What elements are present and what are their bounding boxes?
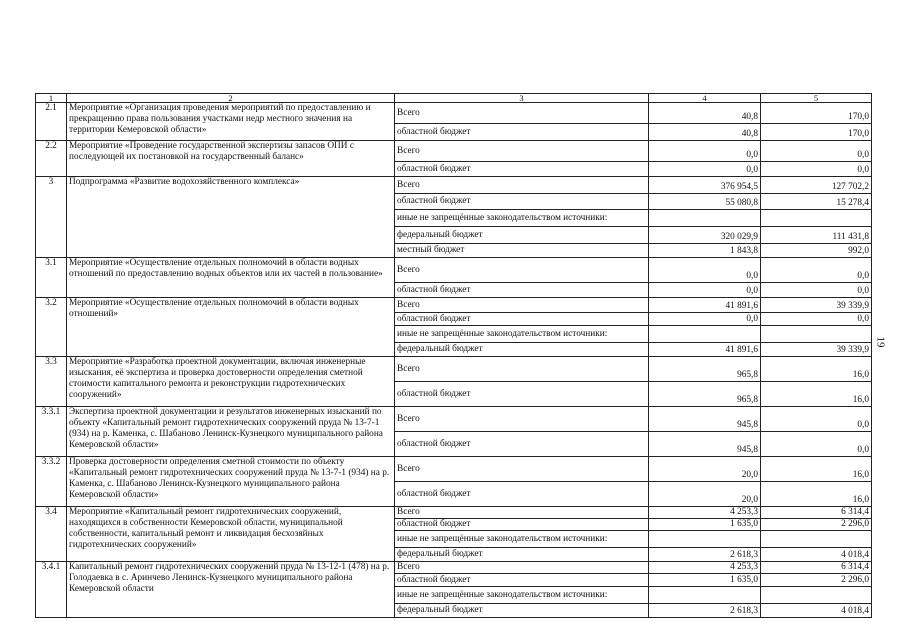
value-col-4: 0,0 [649, 258, 761, 283]
value-col-5: 6 314,4 [761, 507, 872, 519]
funding-source: Всего [395, 141, 649, 162]
value-col-4: 2 618,3 [649, 548, 761, 562]
value-col-5: 4 018,4 [761, 604, 872, 618]
funding-source: областной бюджет [395, 194, 649, 210]
funding-source: иные не запрещённые законодательством источники: [395, 587, 649, 604]
value-col-4: 41 891,6 [649, 298, 761, 313]
row-description: Мероприятие «Разработка проектной документации, включая инженерные изыскания, её экспертиза и проверка достоверности определения сметной стоимости капитального ремонта и реконструкции гидротехнических сооружений» [67, 357, 395, 407]
funding-source: областной бюджет [395, 519, 649, 531]
funding-source: местный бюджет [395, 244, 649, 258]
value-col-4: 20,0 [649, 457, 761, 482]
value-col-4: 41 891,6 [649, 343, 761, 357]
value-col-4: 0,0 [649, 162, 761, 177]
value-col-4: 2 618,3 [649, 604, 761, 618]
row-number: 3.3.2 [36, 457, 67, 507]
value-col-4 [649, 326, 761, 343]
table-row [36, 298, 872, 313]
value-col-5: 0,0 [761, 283, 872, 298]
funding-source: Всего [395, 258, 649, 283]
row-description: Мероприятие «Капитальный ремонт гидротехнических сооружений, находящихся в собственности Кемеровской области, муниципальной собственности, капитальный ремонт и ликвидация бесхозяйных гидротехнических сооружений» [67, 507, 395, 562]
value-col-5: 39 339,9 [761, 298, 872, 313]
row-number: 3.4 [36, 507, 67, 562]
header-col-4: 4 [649, 94, 761, 103]
value-col-5: 0,0 [761, 162, 872, 177]
funding-source: федеральный бюджет [395, 604, 649, 618]
row-number: 3.4.1 [36, 562, 67, 618]
table-row [36, 177, 872, 194]
funding-source: федеральный бюджет [395, 227, 649, 244]
table-row [36, 407, 872, 432]
funding-source: Всего [395, 507, 649, 519]
funding-source: областной бюджет [395, 313, 649, 326]
value-col-5: 111 431,8 [761, 227, 872, 244]
row-description: Мероприятие «Осуществление отдельных полномочий в области водных отношений по предоставлению водных объектов или их частей в пользование» [67, 258, 395, 298]
header-col-1: 1 [36, 94, 67, 103]
value-col-5: 0,0 [761, 407, 872, 432]
value-col-4: 1 635,0 [649, 519, 761, 531]
funding-source: областной бюджет [395, 432, 649, 457]
table-row [36, 141, 872, 162]
table-row [36, 103, 872, 124]
table-row [36, 457, 872, 482]
value-col-4: 4 253,3 [649, 562, 761, 574]
value-col-5: 16,0 [761, 382, 872, 407]
page-number: 19 [874, 336, 887, 348]
value-col-4: 40,8 [649, 103, 761, 124]
value-col-5: 0,0 [761, 432, 872, 457]
value-col-4: 320 029,9 [649, 227, 761, 244]
value-col-4: 945,8 [649, 407, 761, 432]
funding-source: Всего [395, 457, 649, 482]
row-number: 2.1 [36, 103, 67, 141]
row-number: 3.3 [36, 357, 67, 407]
funding-source: областной бюджет [395, 574, 649, 587]
value-col-4: 4 253,3 [649, 507, 761, 519]
funding-source: областной бюджет [395, 382, 649, 407]
table-row [36, 357, 872, 382]
row-description: Экспертиза проектной документации и результатов инженерных изысканий по объекту «Капитальный ремонт гидротехнических сооружений пруда № 13-7-1 (934) на р. Каменка, с. Шабаново Ленинск-Кузнецкого муниципального района Кемеровской области» [67, 407, 395, 457]
value-col-4: 55 080,8 [649, 194, 761, 210]
funding-source: Всего [395, 407, 649, 432]
value-col-5 [761, 210, 872, 227]
value-col-4: 0,0 [649, 283, 761, 298]
value-col-4: 376 954,5 [649, 177, 761, 194]
table-header-row [36, 94, 872, 103]
value-col-5: 16,0 [761, 357, 872, 382]
funding-source: федеральный бюджет [395, 343, 649, 357]
table-row [36, 507, 872, 519]
value-col-5 [761, 326, 872, 343]
value-col-4: 965,8 [649, 382, 761, 407]
funding-source: областной бюджет [395, 124, 649, 141]
header-col-3: 3 [395, 94, 649, 103]
value-col-4 [649, 531, 761, 548]
value-col-5: 170,0 [761, 103, 872, 124]
value-col-5: 127 702,2 [761, 177, 872, 194]
value-col-4: 0,0 [649, 141, 761, 162]
funding-source: Всего [395, 562, 649, 574]
value-col-5: 2 296,0 [761, 519, 872, 531]
row-number: 3.1 [36, 258, 67, 298]
value-col-4: 1 843,8 [649, 244, 761, 258]
value-col-5: 16,0 [761, 457, 872, 482]
row-description: Мероприятие «Проведение государственной экспертизы запасов ОПИ с последующей их постановкой на государственный баланс» [67, 141, 395, 177]
value-col-4: 40,8 [649, 124, 761, 141]
funding-source: иные не запрещённые законодательством источники: [395, 531, 649, 548]
funding-source: федеральный бюджет [395, 548, 649, 562]
funding-source: Всего [395, 298, 649, 313]
header-col-2: 2 [67, 94, 395, 103]
value-col-4: 945,8 [649, 432, 761, 457]
value-col-5: 170,0 [761, 124, 872, 141]
value-col-4: 20,0 [649, 482, 761, 507]
funding-source: областной бюджет [395, 162, 649, 177]
funding-source: областной бюджет [395, 283, 649, 298]
funding-source: областной бюджет [395, 482, 649, 507]
value-col-4: 1 635,0 [649, 574, 761, 587]
table-row [36, 562, 872, 574]
row-description: Проверка достоверности определения сметной стоимости по объекту «Капитальный ремонт гидротехнических сооружений пруда № 13-7-1 (934) на р. Каменка, с. Шабаново Ленинск-Кузнецкого муниципального района Кемеровской области» [67, 457, 395, 507]
value-col-5 [761, 587, 872, 604]
budget-table [35, 93, 872, 618]
row-description: Мероприятие «Организация проведения мероприятий по предоставлению и прекращению права пользования участками недр местного значения на территории Кемеровской области» [67, 103, 395, 141]
value-col-4: 0,0 [649, 313, 761, 326]
value-col-5: 0,0 [761, 313, 872, 326]
value-col-5: 2 296,0 [761, 574, 872, 587]
row-number: 3.2 [36, 298, 67, 357]
row-description: Мероприятие «Осуществление отдельных полномочий в области водных отношений» [67, 298, 395, 357]
value-col-5: 4 018,4 [761, 548, 872, 562]
funding-source: иные не запрещённые законодательством источники: [395, 326, 649, 343]
row-number: 3.3.1 [36, 407, 67, 457]
row-description: Подпрограмма «Развитие водохозяйственного комплекса» [67, 177, 395, 258]
funding-source: Всего [395, 177, 649, 194]
value-col-5: 39 339,9 [761, 343, 872, 357]
funding-source: Всего [395, 103, 649, 124]
value-col-5: 992,0 [761, 244, 872, 258]
row-number: 3 [36, 177, 67, 258]
row-number: 2.2 [36, 141, 67, 177]
row-description: Капитальный ремонт гидротехнических сооружений пруда № 13-12-1 (478) на р. Голодаевка в с. Аринчево Ленинск-Кузнецкого муниципального района Кемеровской области [67, 562, 395, 618]
value-col-5: 0,0 [761, 141, 872, 162]
value-col-5: 6 314,4 [761, 562, 872, 574]
value-col-4 [649, 210, 761, 227]
header-col-5: 5 [761, 94, 872, 103]
funding-source: иные не запрещённые законодательством источники: [395, 210, 649, 227]
value-col-5 [761, 531, 872, 548]
value-col-4: 965,8 [649, 357, 761, 382]
value-col-5: 0,0 [761, 258, 872, 283]
value-col-4 [649, 587, 761, 604]
value-col-5: 16,0 [761, 482, 872, 507]
table-row [36, 258, 872, 283]
funding-source: Всего [395, 357, 649, 382]
value-col-5: 15 278,4 [761, 194, 872, 210]
